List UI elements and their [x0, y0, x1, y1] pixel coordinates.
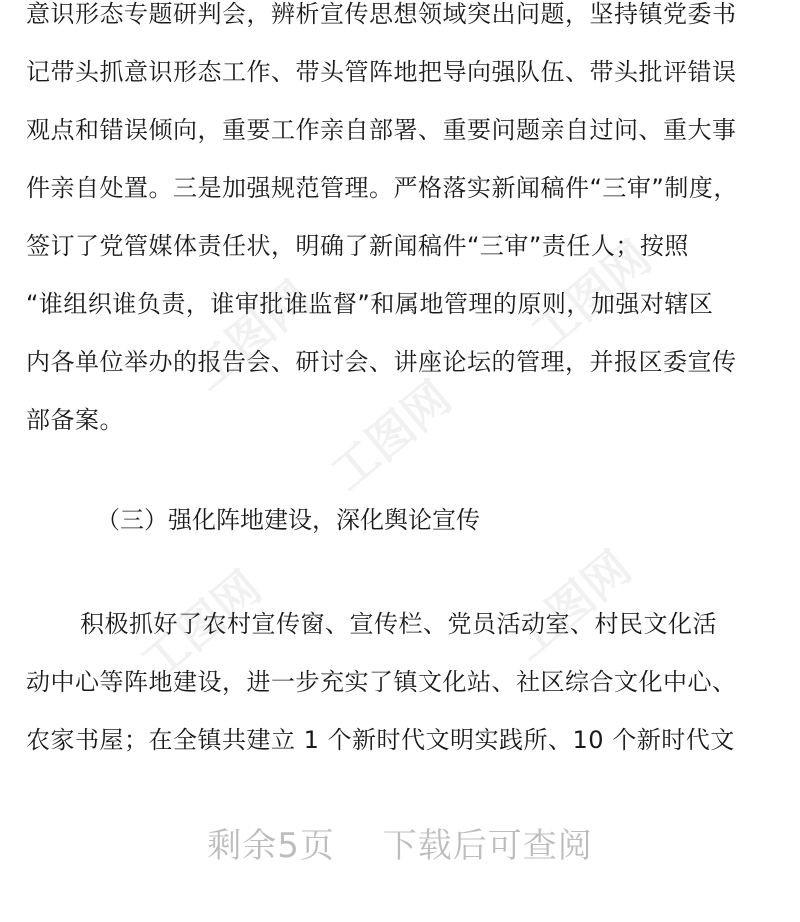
text-line: 件亲自处置。三是加强规范管理。严格落实新闻稿件“三审”制度， [26, 174, 738, 202]
text-line: 部备案。 [26, 406, 124, 434]
watermark: 工图网 [520, 230, 662, 361]
text-line: 动中心等阵地建设，进一步充实了镇文化站、社区综合文化中心、 [26, 668, 737, 696]
text-line: 观点和错误倾向，重要工作亲自部署、重要问题亲自过问、重大事 [26, 116, 737, 144]
section-heading: （三）强化阵地建设，深化舆论宣传 [96, 506, 480, 534]
watermark: 工图网 [130, 560, 272, 691]
remaining-pages-label: 剩余5页 [207, 826, 335, 866]
text-line: 农家书屋；在全镇共建立 1 个新时代文明实践所、10 个新时代文 [26, 726, 735, 754]
text-line: 签订了党管媒体责任状，明确了新闻稿件“三审”责任人；按照 [26, 232, 689, 260]
text-line: “谁组织谁负责，谁审批谁监督”和属地管理的原则，加强对辖区 [26, 290, 714, 318]
watermark: 工图网 [320, 370, 462, 501]
paragraph-2 [26, 595, 737, 769]
text-line: 记带头抓意识形态工作、带头管阵地把导向强队伍、带头批评错误 [26, 58, 737, 86]
watermark: 工图网 [180, 270, 322, 401]
download-prompt[interactable] [0, 818, 800, 867]
text-line: 意识形态专题研判会，辨析宣传思想领域突出问题，坚持镇党委书 [26, 0, 737, 28]
text-line: 内各单位举办的报告会、研讨会、讲座论坛的管理，并报区委宣传 [26, 348, 737, 376]
text-line: 积极抓好了农村宣传窗、宣传栏、党员活动室、村民文化活 [80, 610, 717, 638]
download-hint-label[interactable]: 下载后可查阅 [382, 826, 593, 866]
paragraph-1 [26, 0, 738, 449]
watermark: 工图网 [500, 540, 642, 671]
